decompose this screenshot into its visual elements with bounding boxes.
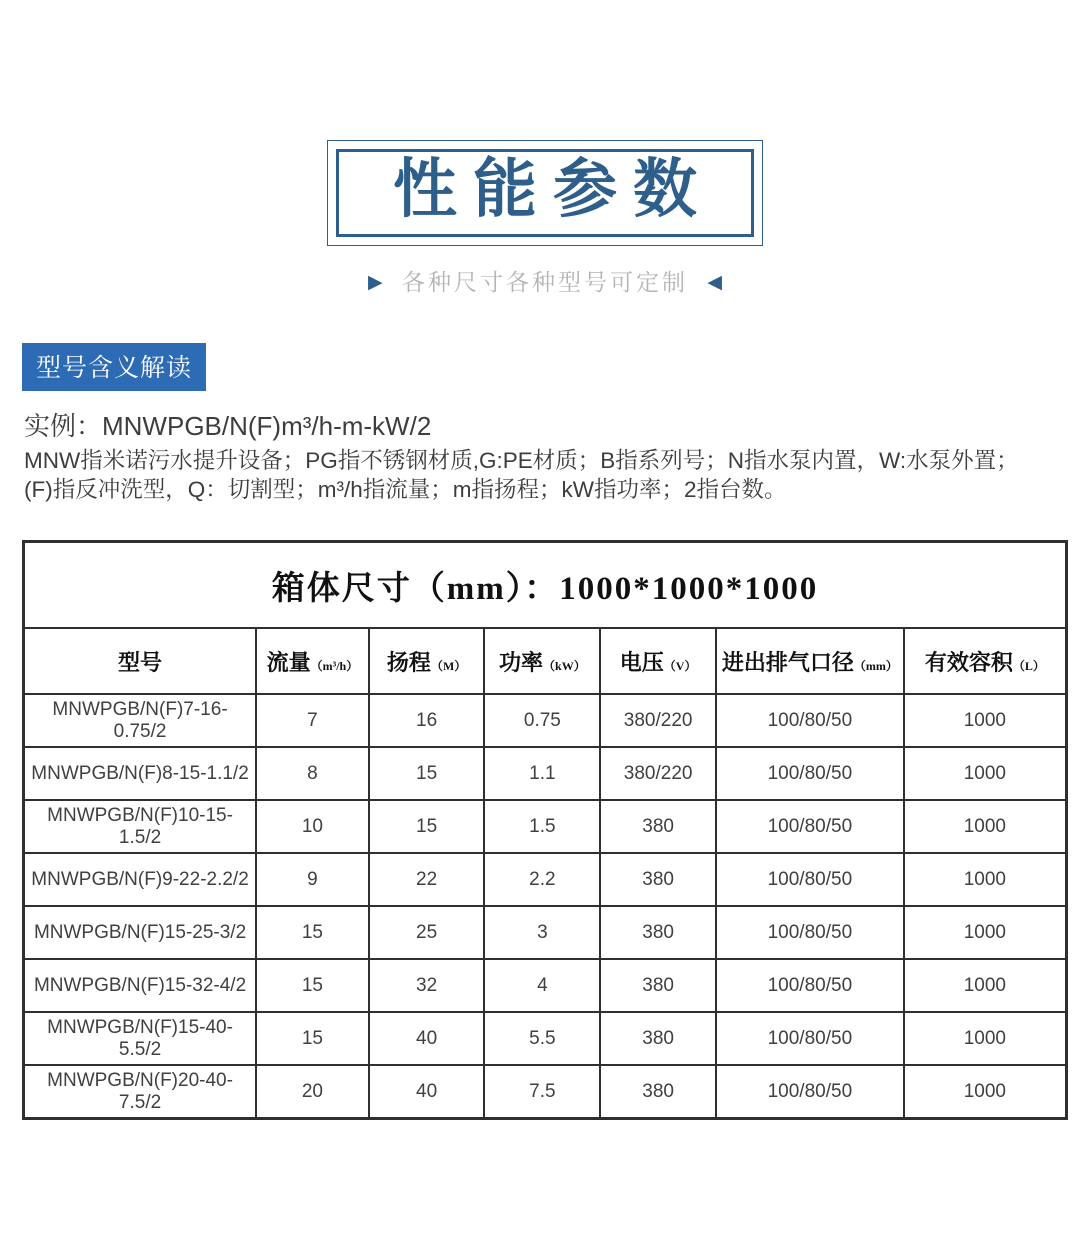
port-diameter-cell: 100/80/50 <box>716 906 904 959</box>
col-unit-flow: （m³/h） <box>310 658 359 673</box>
model-cell: MNWPGB/N(F)20-40-7.5/2 <box>24 1065 257 1119</box>
voltage-cell: 380 <box>600 1065 716 1119</box>
head-cell: 15 <box>369 747 485 800</box>
volume-cell: 1000 <box>904 853 1067 906</box>
volume-cell: 1000 <box>904 1065 1067 1119</box>
model-cell: MNWPGB/N(F)15-32-4/2 <box>24 959 257 1012</box>
power-cell: 0.75 <box>484 694 600 747</box>
model-cell: MNWPGB/N(F)8-15-1.1/2 <box>24 747 257 800</box>
volume-cell: 1000 <box>904 800 1067 853</box>
table-header-row <box>24 628 1067 694</box>
voltage-cell: 380 <box>600 906 716 959</box>
power-cell: 7.5 <box>484 1065 600 1119</box>
model-example-line: 实例：MNWPGB/N(F)m³/h-m-kW/2 <box>24 411 432 442</box>
table-body <box>24 694 1067 1119</box>
table-caption: 箱体尺寸（mm）：1000*1000*1000 <box>24 542 1067 629</box>
volume-cell: 1000 <box>904 747 1067 800</box>
table-row <box>24 1012 1067 1065</box>
power-cell: 1.5 <box>484 800 600 853</box>
head-cell: 40 <box>369 1012 485 1065</box>
spec-table <box>22 540 1068 1120</box>
head-cell: 22 <box>369 853 485 906</box>
col-label-head: 扬程 <box>386 649 431 675</box>
table-row <box>24 1065 1067 1119</box>
model-explanation-line-1: MNW指米诺污水提升设备；PG指不锈钢材质,G:PE材质；B指系列号；N指水泵内置，W:水泵外置； <box>24 448 1019 474</box>
model-cell: MNWPGB/N(F)15-40-5.5/2 <box>24 1012 257 1065</box>
head-cell: 32 <box>369 959 485 1012</box>
col-unit-head: （M） <box>430 658 467 673</box>
table-caption-row <box>24 542 1067 629</box>
table-row <box>24 694 1067 747</box>
left-triangle-icon: ▶ <box>367 272 383 294</box>
port-diameter-cell: 100/80/50 <box>716 853 904 906</box>
flow-cell: 20 <box>256 1065 369 1119</box>
voltage-cell: 380 <box>600 853 716 906</box>
subtitle-text: 各种尺寸各种型号可定制 <box>402 269 688 296</box>
flow-cell: 10 <box>256 800 369 853</box>
volume-cell: 1000 <box>904 959 1067 1012</box>
col-label-port-diameter: 进出排气口径 <box>721 649 854 675</box>
flow-cell: 15 <box>256 959 369 1012</box>
flow-cell: 15 <box>256 1012 369 1065</box>
table-row <box>24 853 1067 906</box>
model-explanation-line-2: (F)指反冲洗型，Q：切割型；m³/h指流量；m指扬程；kW指功率；2指台数。 <box>24 477 787 503</box>
flow-cell: 15 <box>256 906 369 959</box>
volume-cell: 1000 <box>904 694 1067 747</box>
title-frame-inner <box>336 149 754 237</box>
flow-cell: 9 <box>256 853 369 906</box>
table-row <box>24 959 1067 1012</box>
col-header-port-diameter <box>716 628 904 694</box>
col-unit-voltage: （V） <box>663 658 697 673</box>
head-cell: 16 <box>369 694 485 747</box>
voltage-cell: 380 <box>600 800 716 853</box>
port-diameter-cell: 100/80/50 <box>716 959 904 1012</box>
col-header-voltage <box>600 628 716 694</box>
port-diameter-cell: 100/80/50 <box>716 747 904 800</box>
col-label-power: 功率 <box>499 649 544 675</box>
col-label-volume: 有效容积 <box>924 649 1013 675</box>
col-header-model <box>24 628 257 694</box>
port-diameter-cell: 100/80/50 <box>716 1012 904 1065</box>
subtitle-row <box>0 264 1090 297</box>
table-row <box>24 800 1067 853</box>
power-cell: 5.5 <box>484 1012 600 1065</box>
col-label-voltage: 电压 <box>619 649 664 675</box>
head-cell: 40 <box>369 1065 485 1119</box>
model-meaning-label: 型号含义解读 <box>22 343 206 391</box>
volume-cell: 1000 <box>904 906 1067 959</box>
model-cell: MNWPGB/N(F)7-16-0.75/2 <box>24 694 257 747</box>
col-header-volume <box>904 628 1067 694</box>
col-unit-power: （kW） <box>543 658 586 673</box>
head-cell: 25 <box>369 906 485 959</box>
power-cell: 1.1 <box>484 747 600 800</box>
table-row <box>24 747 1067 800</box>
title-frame <box>327 140 763 246</box>
col-header-flow <box>256 628 369 694</box>
model-cell: MNWPGB/N(F)10-15-1.5/2 <box>24 800 257 853</box>
port-diameter-cell: 100/80/50 <box>716 1065 904 1119</box>
page <box>0 140 1090 1120</box>
col-label-model: 型号 <box>118 649 163 675</box>
col-label-flow: 流量 <box>266 649 311 675</box>
model-cell: MNWPGB/N(F)9-22-2.2/2 <box>24 853 257 906</box>
flow-cell: 7 <box>256 694 369 747</box>
power-cell: 4 <box>484 959 600 1012</box>
port-diameter-cell: 100/80/50 <box>716 694 904 747</box>
col-unit-volume: （L） <box>1012 658 1045 673</box>
voltage-cell: 380/220 <box>600 747 716 800</box>
voltage-cell: 380 <box>600 959 716 1012</box>
flow-cell: 8 <box>256 747 369 800</box>
power-cell: 2.2 <box>484 853 600 906</box>
voltage-cell: 380 <box>600 1012 716 1065</box>
model-cell: MNWPGB/N(F)15-25-3/2 <box>24 906 257 959</box>
right-triangle-icon: ◀ <box>707 272 723 294</box>
model-explanation <box>24 446 1090 504</box>
power-cell: 3 <box>484 906 600 959</box>
col-header-power <box>484 628 600 694</box>
page-title: 性能参数 <box>393 153 713 225</box>
table-row <box>24 906 1067 959</box>
volume-cell: 1000 <box>904 1012 1067 1065</box>
voltage-cell: 380/220 <box>600 694 716 747</box>
col-unit-port-diameter: （mm） <box>853 658 898 673</box>
head-cell: 15 <box>369 800 485 853</box>
port-diameter-cell: 100/80/50 <box>716 800 904 853</box>
col-header-head <box>369 628 485 694</box>
